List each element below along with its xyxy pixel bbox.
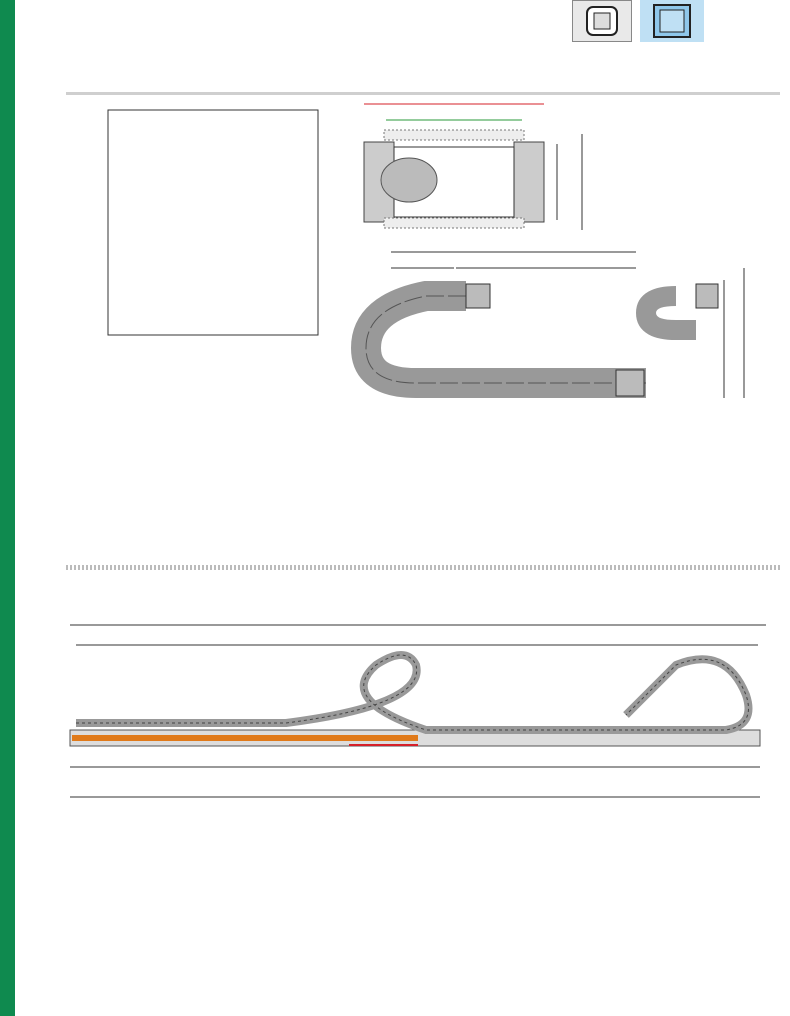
chain-cross-icon — [573, 1, 631, 41]
tube-cross-icon — [640, 0, 704, 42]
sliding-diagram — [66, 605, 780, 827]
section-divider — [66, 565, 780, 570]
chain-thumbnail-icon[interactable] — [572, 0, 632, 42]
brand-sidebar — [0, 0, 15, 1016]
load-chart — [66, 100, 346, 400]
tube-thumbnail-icon[interactable] — [640, 0, 704, 42]
cross-section-diagram — [354, 92, 594, 232]
side-view-diagram — [346, 238, 776, 413]
